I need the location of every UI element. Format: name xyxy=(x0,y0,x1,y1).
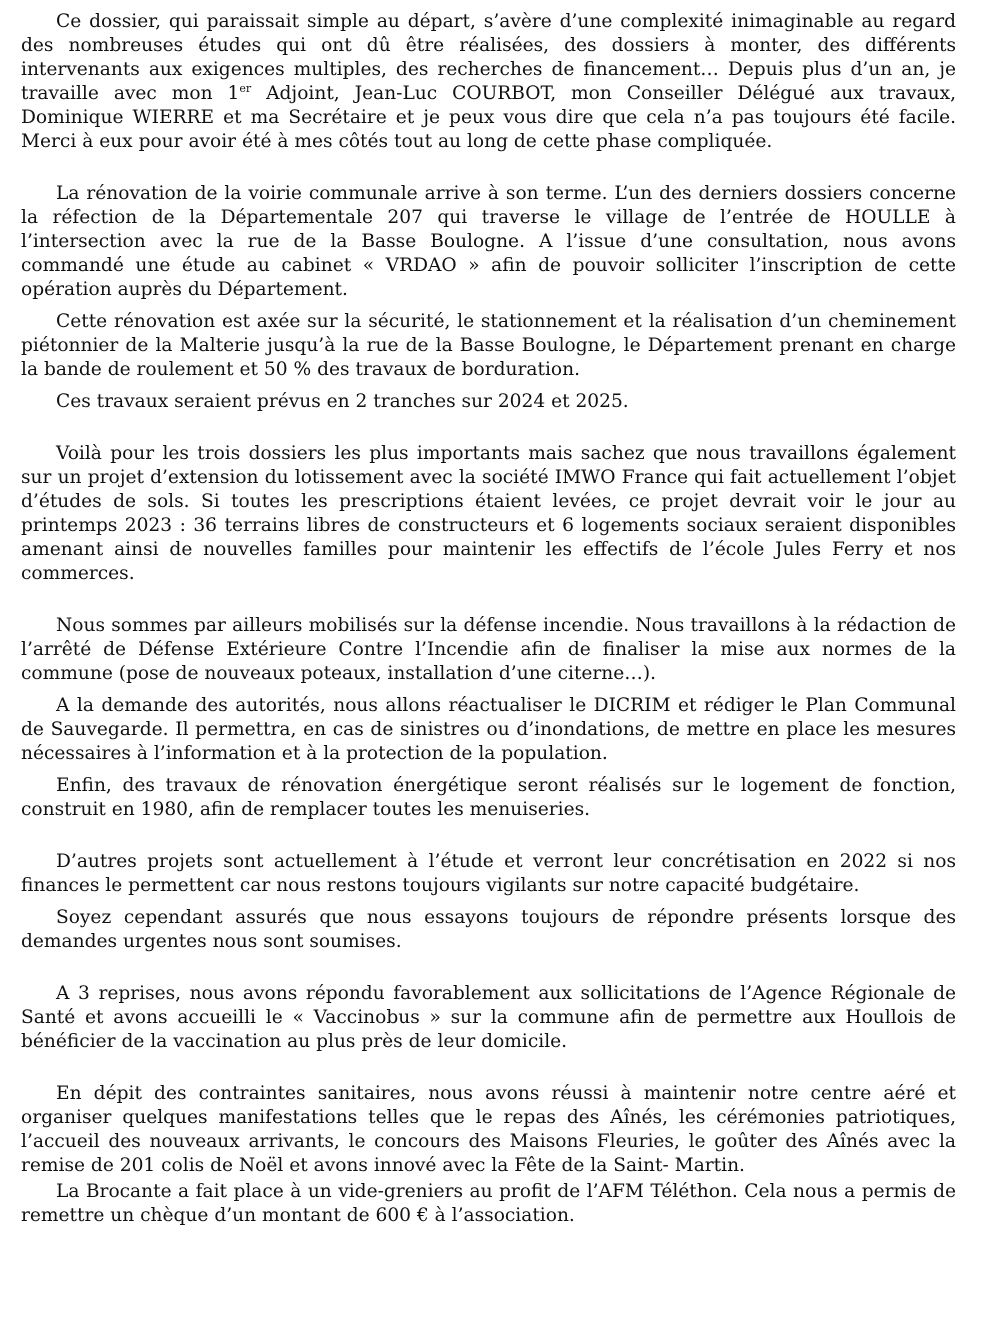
paragraph-urgent-requests: Soyez cependant assurés que nous essayons toujours de répondre présents lorsque des demandes urgentes nous sont soumises. xyxy=(21,907,956,952)
paragraph-housing-extension: Voilà pour les trois dossiers les plus importants mais sachez que nous travaillons également sur un projet d’extension du lotissement avec la société IMWO France qui fait actuellement l’objet d’études de sols. Si toutes les prescriptions étaient levées, ce projet devrait voir le jour au printemps 2023 : 36 terrains libres de constructeurs et 6 logements sociaux seraient disponibles amenant ainsi de nouvelles familles pour maintenir les effectifs de l’école Jules Ferry et nos commerces. xyxy=(21,443,956,584)
paragraph-team-thanks xyxy=(21,10,956,154)
document-page xyxy=(21,10,956,1228)
paragraph-other-projects: D’autres projets sont actuellement à l’étude et verront leur concrétisation en 2022 si nos finances le permettent car nous restons toujours vigilants sur notre capacité budgétaire. xyxy=(21,851,956,896)
paragraph-works-schedule: Ces travaux seraient prévus en 2 tranches sur 2024 et 2025. xyxy=(56,391,629,412)
paragraph-telethon: La Brocante a fait place à un vide-greniers au profit de l’AFM Téléthon. Cela nous a permis de remettre un chèque d’un montant de 600 € à l’association. xyxy=(21,1181,956,1226)
paragraph-events: En dépit des contraintes sanitaires, nous avons réussi à maintenir notre centre aéré et organiser quelques manifestations telles que le repas des Aînés, les cérémonies patriotiques, l’accueil des nouveaux arrivants, le concours des Maisons Fleuries, le goûter des Aînés avec la remise de 201 colis de Noël et avons innové avec la Fête de la Saint- Martin. xyxy=(21,1083,956,1176)
paragraph-vaccinobus: A 3 reprises, nous avons répondu favorablement aux sollicitations de l’Agence Régionale de Santé et avons accueilli le « Vaccinobus » sur la commune afin de permettre aux Houllois de bénéficier de la vaccination au plus près de leur domicile. xyxy=(21,983,956,1052)
paragraph-text-continued: Adjoint, Jean-Luc COURBOT, mon Conseiller Délégué aux travaux, Dominique WIERRE et ma Secrétaire et je peux vous dire que cela n’a pas toujours été facile. Merci à eux pour avoir été à mes côtés tout au long de cette phase compliquée. xyxy=(21,83,957,152)
paragraph-renovation-details: Cette rénovation est axée sur la sécurité, le stationnement et la réalisation d’un cheminement piétonnier de la Malterie jusqu’à la rue de la Basse Boulogne, le Département prenant en charge la bande de roulement et 50 % des travaux de borduration. xyxy=(21,311,956,380)
ordinal-superscript: er xyxy=(239,81,252,95)
paragraph-energy-renovation: Enfin, des travaux de rénovation énergétique seront réalisés sur le logement de fonction, construit en 1980, afin de remplacer toutes les menuiseries. xyxy=(21,775,956,820)
paragraph-text: Ce dossier, qui paraissait simple au départ, s’avère d’une complexité inimaginable au regard des nombreuses études qui ont dû être réalisées, des dossiers à monter, des différents intervenants aux exigences multiples, des recherches de financement… Depuis plus d’un an, je travaille avec mon 1 xyxy=(21,11,956,104)
paragraph-safeguard-plan: A la demande des autorités, nous allons réactualiser le DICRIM et rédiger le Plan Communal de Sauvegarde. Il permettra, en cas de sinistres ou d’inondations, de mettre en place les mesures nécessaires à l’information et à la protection de la population. xyxy=(21,695,956,764)
paragraph-road-renovation: La rénovation de la voirie communale arrive à son terme. L’un des derniers dossiers concerne la réfection de la Départementale 207 qui traverse le village de l’entrée de HOULLE à l’intersection avec la rue de la Basse Boulogne. A l’issue d’une consultation, nous avons commandé une étude au cabinet « VRDAO » afin de pouvoir solliciter l’inscription de cette opération auprès du Département. xyxy=(21,183,956,300)
paragraph-fire-defense: Nous sommes par ailleurs mobilisés sur la défense incendie. Nous travaillons à la rédaction de l’arrêté de Défense Extérieure Contre l’Incendie afin de finaliser la mise aux normes de la commune (pose de nouveaux poteaux, installation d’une citerne…). xyxy=(21,615,956,684)
